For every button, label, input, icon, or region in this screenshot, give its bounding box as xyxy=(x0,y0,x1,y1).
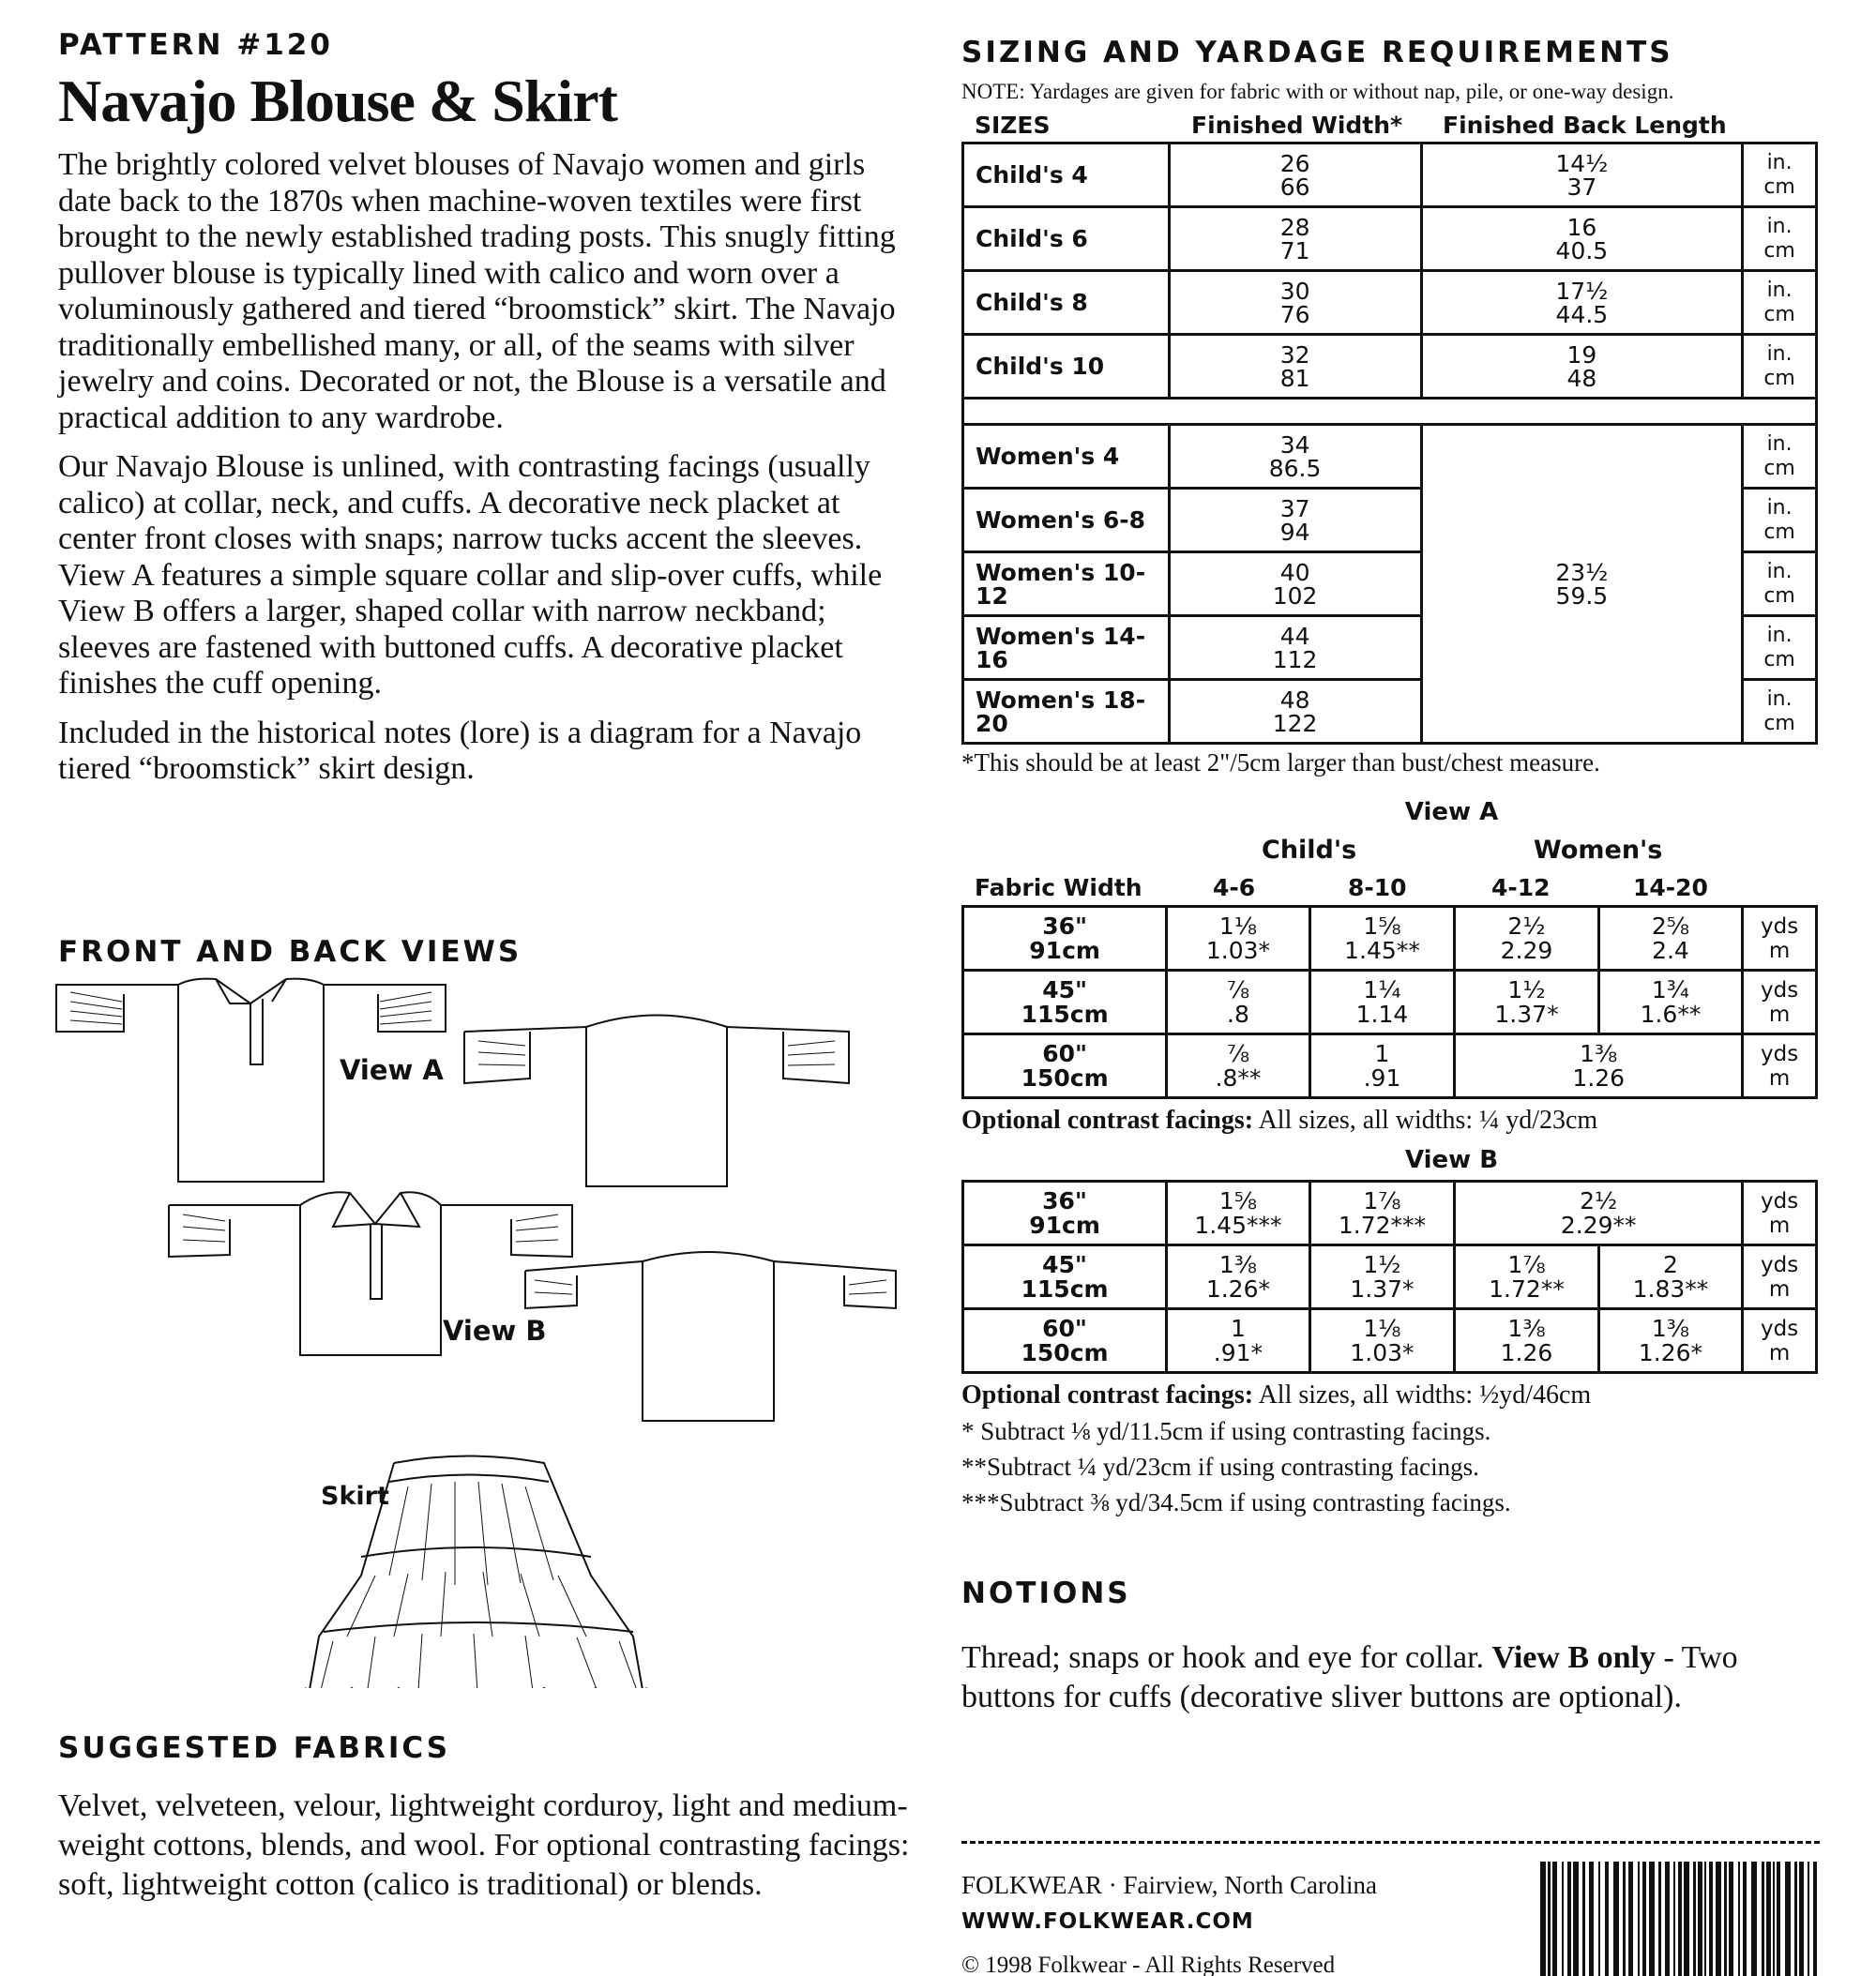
unit-cell xyxy=(1743,1182,1817,1245)
yardage-bottom: .8** xyxy=(1215,1063,1262,1092)
view-b-label: View B xyxy=(443,1315,547,1347)
size-label: Child's 6 xyxy=(963,207,1170,271)
view-a-table-header xyxy=(961,826,1820,905)
fabric-top: 45" xyxy=(1042,1250,1087,1278)
size-label: Women's 4 xyxy=(963,425,1170,489)
yardage-top: 1 xyxy=(1230,1314,1246,1342)
yardage-cell xyxy=(1455,1245,1598,1309)
fabric-width-cell xyxy=(963,907,1167,971)
table-row xyxy=(963,1182,1817,1245)
width-top: 37 xyxy=(1279,494,1310,522)
table-row xyxy=(963,271,1817,335)
group-header-womens: Women's xyxy=(1534,836,1663,865)
width-bottom: 102 xyxy=(1272,581,1318,610)
sizing-note: NOTE: Yardages are given for fabric with or without nap, pile, or one-way design. xyxy=(961,80,1674,103)
yardage-cell xyxy=(1598,1309,1742,1373)
yardage-bottom: 1.26* xyxy=(1205,1275,1270,1303)
unit-bottom: cm xyxy=(1763,520,1795,544)
sizing-table xyxy=(961,142,1818,745)
yardage-bottom: .91 xyxy=(1363,1063,1401,1092)
fabric-width-cell xyxy=(963,1309,1167,1373)
view-a-facings-label: Optional contrast facings: xyxy=(961,1106,1254,1135)
yardage-top: 2 xyxy=(1663,1250,1678,1278)
yardage-cell xyxy=(1598,907,1742,971)
width-bottom: 94 xyxy=(1279,518,1310,546)
width-bottom: 112 xyxy=(1272,645,1318,673)
yardage-cell xyxy=(1455,971,1598,1034)
unit-cell xyxy=(1743,680,1817,744)
yardage-bottom: 1.45*** xyxy=(1194,1211,1282,1239)
table-row xyxy=(963,425,1817,489)
col-header-fabric-width: Fabric Width xyxy=(975,874,1142,901)
finished-width-cell xyxy=(1169,335,1421,399)
unit-bottom: cm xyxy=(1763,583,1795,608)
unit-cell xyxy=(1743,1034,1817,1098)
yardage-bottom: 1.6** xyxy=(1640,1000,1702,1028)
unit-top: in. xyxy=(1766,686,1793,711)
yardage-bottom: 1.72*** xyxy=(1338,1211,1427,1239)
view-b-yardage-table xyxy=(961,1180,1818,1374)
yardage-cell xyxy=(1598,971,1742,1034)
view-a-facings-value: All sizes, all widths: ¼ yd/23cm xyxy=(1253,1106,1598,1135)
unit-cell xyxy=(1743,907,1817,971)
yardage-top: 1¼ xyxy=(1363,975,1401,1003)
subtract-note-1: * Subtract ⅛ yd/11.5cm if using contrasting facings. xyxy=(961,1417,1491,1445)
view-b-table-title: View B xyxy=(1404,1146,1499,1174)
unit-top: yds xyxy=(1760,1041,1799,1066)
view-a-table-title: View A xyxy=(1404,798,1499,826)
finished-length-cell xyxy=(1421,207,1743,271)
yardage-bottom: 1.83** xyxy=(1632,1275,1709,1303)
unit-bottom: cm xyxy=(1763,174,1795,199)
unit-top: yds xyxy=(1761,1252,1799,1277)
size-label: Child's 10 xyxy=(963,335,1170,399)
length-bottom: 37 xyxy=(1566,173,1597,201)
col-header-8-10: 8-10 xyxy=(1348,874,1407,901)
col-header-4-6: 4-6 xyxy=(1213,874,1256,901)
table-row xyxy=(963,1034,1817,1098)
view-b-facings-label: Optional contrast facings: xyxy=(961,1380,1254,1410)
length-top: 23½ xyxy=(1555,558,1609,586)
unit-bottom: cm xyxy=(1763,456,1795,480)
notions-heading: NOTIONS xyxy=(961,1576,1131,1610)
skirt-label: Skirt xyxy=(321,1482,389,1511)
yardage-top: 1¾ xyxy=(1651,975,1690,1003)
unit-top: yds xyxy=(1761,1316,1799,1341)
width-top: 44 xyxy=(1279,622,1310,650)
yardage-cell xyxy=(1309,971,1455,1034)
barcode-graphic xyxy=(1538,1862,1820,1976)
unit-cell xyxy=(1743,271,1817,335)
yardage-cell xyxy=(1309,1309,1455,1373)
length-bottom: 44.5 xyxy=(1555,300,1609,328)
subtract-note-2: **Subtract ¼ yd/23cm if using contrasting facings. xyxy=(961,1453,1479,1481)
yardage-top: ⅞ xyxy=(1226,1039,1250,1067)
unit-top: in. xyxy=(1766,495,1793,520)
fabric-bottom: 91cm xyxy=(1029,1211,1100,1239)
footer-divider xyxy=(961,1841,1820,1844)
width-bottom: 86.5 xyxy=(1268,454,1322,482)
fabric-width-cell xyxy=(963,1034,1167,1098)
width-bottom: 71 xyxy=(1279,236,1310,264)
unit-cell xyxy=(1743,207,1817,271)
length-top: 16 xyxy=(1566,213,1597,241)
yardage-cell xyxy=(1309,1034,1455,1098)
length-top: 17½ xyxy=(1555,277,1609,305)
unit-top: yds xyxy=(1760,913,1799,939)
yardage-bottom: 2.4 xyxy=(1652,936,1689,964)
suggested-fabrics-heading: SUGGESTED FABRICS xyxy=(58,1731,451,1765)
length-top: 19 xyxy=(1566,340,1597,369)
unit-bottom: m xyxy=(1768,1002,1791,1027)
yardage-top: 1⅜ xyxy=(1651,1314,1690,1342)
view-a-facings-note xyxy=(961,1103,1820,1139)
yardage-bottom: 1.72** xyxy=(1489,1275,1565,1303)
left-column xyxy=(58,28,921,788)
fabric-top: 45" xyxy=(1042,975,1088,1003)
footer-brand-line xyxy=(961,1871,1377,1900)
yardage-top: 2½ xyxy=(1507,912,1546,940)
yardage-bottom: 2.29 xyxy=(1500,936,1553,964)
yardage-cell-merged xyxy=(1455,1034,1743,1098)
yardage-bottom: .8 xyxy=(1227,1000,1249,1028)
table-row xyxy=(963,971,1817,1034)
sizing-table-header xyxy=(961,108,1820,142)
yardage-top: 1⅛ xyxy=(1363,1314,1401,1342)
fabric-bottom: 150cm xyxy=(1021,1338,1109,1366)
unit-bottom: m xyxy=(1768,1340,1791,1365)
col-header-4-12: 4-12 xyxy=(1491,874,1551,901)
unit-cell xyxy=(1743,489,1817,552)
length-bottom: 48 xyxy=(1566,364,1597,392)
view-a-yardage-table xyxy=(961,905,1818,1099)
yardage-cell xyxy=(1309,1245,1455,1309)
notions-text xyxy=(961,1638,1820,1717)
yardage-cell xyxy=(1167,1309,1310,1373)
table-row xyxy=(963,1309,1817,1373)
finished-width-cell xyxy=(1169,552,1421,616)
unit-top: in. xyxy=(1766,150,1793,174)
yardage-cell xyxy=(1455,1309,1598,1373)
unit-cell xyxy=(1743,1245,1817,1309)
col-header-sizes: SIZES xyxy=(975,112,1051,139)
width-bottom: 81 xyxy=(1279,364,1310,392)
right-column xyxy=(961,36,1820,1717)
unit-cell xyxy=(1743,616,1817,680)
size-label: Women's 6-8 xyxy=(963,489,1170,552)
notions-text-1: Thread; snaps or hook and eye for collar. xyxy=(961,1640,1492,1675)
finished-length-cell xyxy=(1421,271,1743,335)
yardage-cell xyxy=(1309,907,1455,971)
width-top: 30 xyxy=(1279,277,1310,305)
size-label: Child's 8 xyxy=(963,271,1170,335)
intro-paragraph-1: The brightly colored velvet blouses of Navajo women and girls date back to the 1870s when machine-woven textiles were first brought to the newly established trading posts. This snugly fitting pullover blouse is typically lined with calico and worn over a voluminously gathered and tiered “broomstick” skirt. The Navajo traditionally embellished many, or all, of the seams with silver jewelry and coins. Decorated or not, the Blouse is a versatile and practical addition to any wardrobe. xyxy=(58,147,896,435)
unit-bottom: cm xyxy=(1763,711,1795,735)
unit-cell xyxy=(1743,1309,1817,1373)
table-row xyxy=(963,1245,1817,1309)
yardage-cell xyxy=(1167,1245,1310,1309)
view-a-label: View A xyxy=(340,1054,444,1086)
yardage-cell xyxy=(1455,907,1598,971)
unit-bottom: cm xyxy=(1763,238,1795,263)
subtract-note-3: ***Subtract ⅜ yd/34.5cm if using contrasting facings. xyxy=(961,1488,1511,1516)
width-bottom: 76 xyxy=(1279,300,1310,328)
yardage-top: 1⅞ xyxy=(1363,1186,1401,1214)
pattern-number: PATTERN #120 xyxy=(58,28,333,62)
table-row xyxy=(963,335,1817,399)
unit-bottom: cm xyxy=(1763,647,1795,671)
table-row xyxy=(963,207,1817,271)
unit-bottom: m xyxy=(1768,1276,1791,1302)
yardage-top: 1½ xyxy=(1507,975,1546,1003)
yardage-bottom: 1.03* xyxy=(1350,1338,1415,1366)
unit-bottom: m xyxy=(1768,1065,1791,1091)
group-header-childs: Child's xyxy=(1262,836,1357,865)
yardage-top: 1⅝ xyxy=(1363,912,1401,940)
notions-text-2: - Two buttons for cuffs (decorative sliver buttons are optional). xyxy=(961,1640,1738,1714)
size-label: Child's 4 xyxy=(963,143,1170,207)
finished-width-cell xyxy=(1169,616,1421,680)
yardage-cell xyxy=(1309,1182,1455,1245)
yardage-bottom: 1.26* xyxy=(1638,1338,1703,1366)
unit-cell xyxy=(1743,971,1817,1034)
yardage-top: ⅞ xyxy=(1226,975,1250,1003)
yardage-top: 1⅜ xyxy=(1218,1250,1257,1278)
finished-width-cell xyxy=(1169,207,1421,271)
fabric-bottom: 115cm xyxy=(1021,1000,1109,1028)
yardage-cell xyxy=(1167,1182,1310,1245)
yardage-bottom: 2.29** xyxy=(1560,1211,1637,1239)
finished-length-cell xyxy=(1421,335,1743,399)
yardage-cell xyxy=(1167,971,1309,1034)
unit-bottom: cm xyxy=(1763,366,1795,390)
unit-top: in. xyxy=(1766,559,1793,583)
finished-width-cell xyxy=(1169,143,1421,207)
view-a-back-drawing xyxy=(464,1016,849,1187)
fabric-top: 36" xyxy=(1042,912,1088,940)
yardage-bottom: 1.37* xyxy=(1350,1275,1415,1303)
table-row xyxy=(963,907,1817,971)
width-top: 40 xyxy=(1279,558,1310,586)
view-b-back-drawing xyxy=(525,1252,896,1421)
col-header-finished-length: Finished Back Length xyxy=(1443,112,1727,139)
unit-cell xyxy=(1743,552,1817,616)
intro-paragraph-3: Included in the historical notes (lore) is a diagram for a Navajo tiered “broomstick” skirt design. xyxy=(58,715,862,787)
table-row xyxy=(963,143,1817,207)
yardage-top: 1 xyxy=(1374,1039,1390,1067)
unit-top: in. xyxy=(1766,341,1793,366)
width-bottom: 122 xyxy=(1272,709,1318,737)
finished-width-cell xyxy=(1169,680,1421,744)
footer-url: WWW.FOLKWEAR.COM xyxy=(961,1909,1254,1934)
yardage-top: 2½ xyxy=(1580,1186,1618,1214)
yardage-cell xyxy=(1167,1034,1309,1098)
yardage-bottom: 1.45** xyxy=(1344,936,1420,964)
yardage-top: 2⅝ xyxy=(1651,912,1690,940)
fabric-width-cell xyxy=(963,1182,1167,1245)
col-header-14-20: 14-20 xyxy=(1633,874,1708,901)
yardage-top: 1⅞ xyxy=(1507,1250,1546,1278)
unit-top: in. xyxy=(1766,431,1793,456)
col-header-finished-width: Finished Width* xyxy=(1191,112,1403,139)
finished-width-cell xyxy=(1169,489,1421,552)
unit-top: yds xyxy=(1761,1188,1799,1214)
yardage-top: 1⅝ xyxy=(1218,1186,1257,1214)
width-bottom: 66 xyxy=(1279,173,1310,201)
yardage-bottom: 1.26 xyxy=(1572,1063,1626,1092)
fabric-top: 36" xyxy=(1042,1186,1087,1214)
unit-bottom: cm xyxy=(1763,302,1795,326)
finished-width-cell xyxy=(1169,271,1421,335)
yardage-top: 1⅜ xyxy=(1580,1039,1618,1067)
fabric-bottom: 150cm xyxy=(1021,1063,1109,1092)
yardage-bottom: 1.03* xyxy=(1205,936,1271,964)
unit-cell xyxy=(1743,425,1817,489)
unit-bottom: m xyxy=(1768,938,1791,963)
unit-bottom: m xyxy=(1768,1213,1791,1238)
width-top: 32 xyxy=(1279,340,1310,369)
width-top: 34 xyxy=(1279,430,1310,459)
length-top: 14½ xyxy=(1555,149,1609,177)
unit-top: yds xyxy=(1760,977,1799,1003)
footer-copyright: © 1998 Folkwear - All Rights Reserved xyxy=(961,1955,1336,1976)
yardage-cell xyxy=(1167,907,1309,971)
yardage-bottom: 1.14 xyxy=(1355,1000,1409,1028)
fabric-width-cell xyxy=(963,1245,1167,1309)
yardage-bottom: 1.37* xyxy=(1494,1000,1559,1028)
unit-cell xyxy=(1743,335,1817,399)
sizing-heading: SIZING AND YARDAGE REQUIREMENTS xyxy=(961,36,1673,69)
size-label: Women's 14-16 xyxy=(963,616,1170,680)
unit-top: in. xyxy=(1766,623,1793,647)
fabric-bottom: 115cm xyxy=(1021,1275,1109,1303)
intro-paragraph-2: Our Navajo Blouse is unlined, with contrasting facings (usually calico) at collar, neck, and cuffs. A decorative neck placket at center front closes with snaps; narrow tucks accent the sleeves. View A features a simple square collar and slip-over cuffs, while View B offers a larger, shaped collar with narrow neckband; sleeves are fastened with buttoned cuffs. A decorative placket finishes the cuff opening. xyxy=(58,449,883,701)
size-label: Women's 10-12 xyxy=(963,552,1170,616)
unit-cell xyxy=(1743,143,1817,207)
yardage-cell xyxy=(1598,1245,1742,1309)
table-spacer-row xyxy=(963,399,1817,425)
footer-brand: FOLKWEAR xyxy=(961,1871,1102,1899)
view-b-facings-value: All sizes, all widths: ½yd/46cm xyxy=(1253,1380,1592,1410)
unit-top: in. xyxy=(1766,214,1793,238)
fabric-top: 60" xyxy=(1042,1314,1087,1342)
suggested-fabrics-text: Velvet, velveteen, velour, lightweight corduroy, light and medium-weight cottons, blends, and wool. For optional contrasting facings: soft, lightweight cotton (calico is traditional) or blends. xyxy=(58,1788,910,1902)
width-top: 48 xyxy=(1279,686,1310,714)
unit-top: in. xyxy=(1766,278,1793,302)
fabric-width-cell xyxy=(963,971,1167,1034)
yardage-bottom: .91* xyxy=(1213,1338,1263,1366)
yardage-cell-merged xyxy=(1455,1182,1743,1245)
yardage-top: 1½ xyxy=(1363,1250,1401,1278)
width-top: 26 xyxy=(1279,149,1310,177)
footer-location: · Fairview, North Carolina xyxy=(1102,1871,1377,1899)
yardage-top: 1⅛ xyxy=(1218,912,1258,940)
length-bottom: 59.5 xyxy=(1555,581,1609,610)
length-bottom: 40.5 xyxy=(1555,236,1609,264)
yardage-bottom: 1.26 xyxy=(1500,1338,1553,1366)
yardage-top: 1⅜ xyxy=(1507,1314,1546,1342)
women-length-cell xyxy=(1421,425,1743,744)
fabric-top: 60" xyxy=(1042,1039,1088,1067)
fabric-bottom: 91cm xyxy=(1029,936,1100,964)
width-top: 28 xyxy=(1279,213,1310,241)
finished-length-cell xyxy=(1421,143,1743,207)
front-back-heading: FRONT AND BACK VIEWS xyxy=(58,935,522,969)
notions-view-b-only: View B only xyxy=(1491,1640,1656,1675)
view-b-facings-note xyxy=(961,1378,1820,1413)
finished-width-cell xyxy=(1169,425,1421,489)
sizing-footnote: *This should be at least 2"/5cm larger than bust/chest measure. xyxy=(961,748,1600,777)
pattern-title: Navajo Blouse & Skirt xyxy=(58,68,617,134)
intro-text xyxy=(58,147,921,788)
size-label: Women's 18-20 xyxy=(963,680,1170,744)
